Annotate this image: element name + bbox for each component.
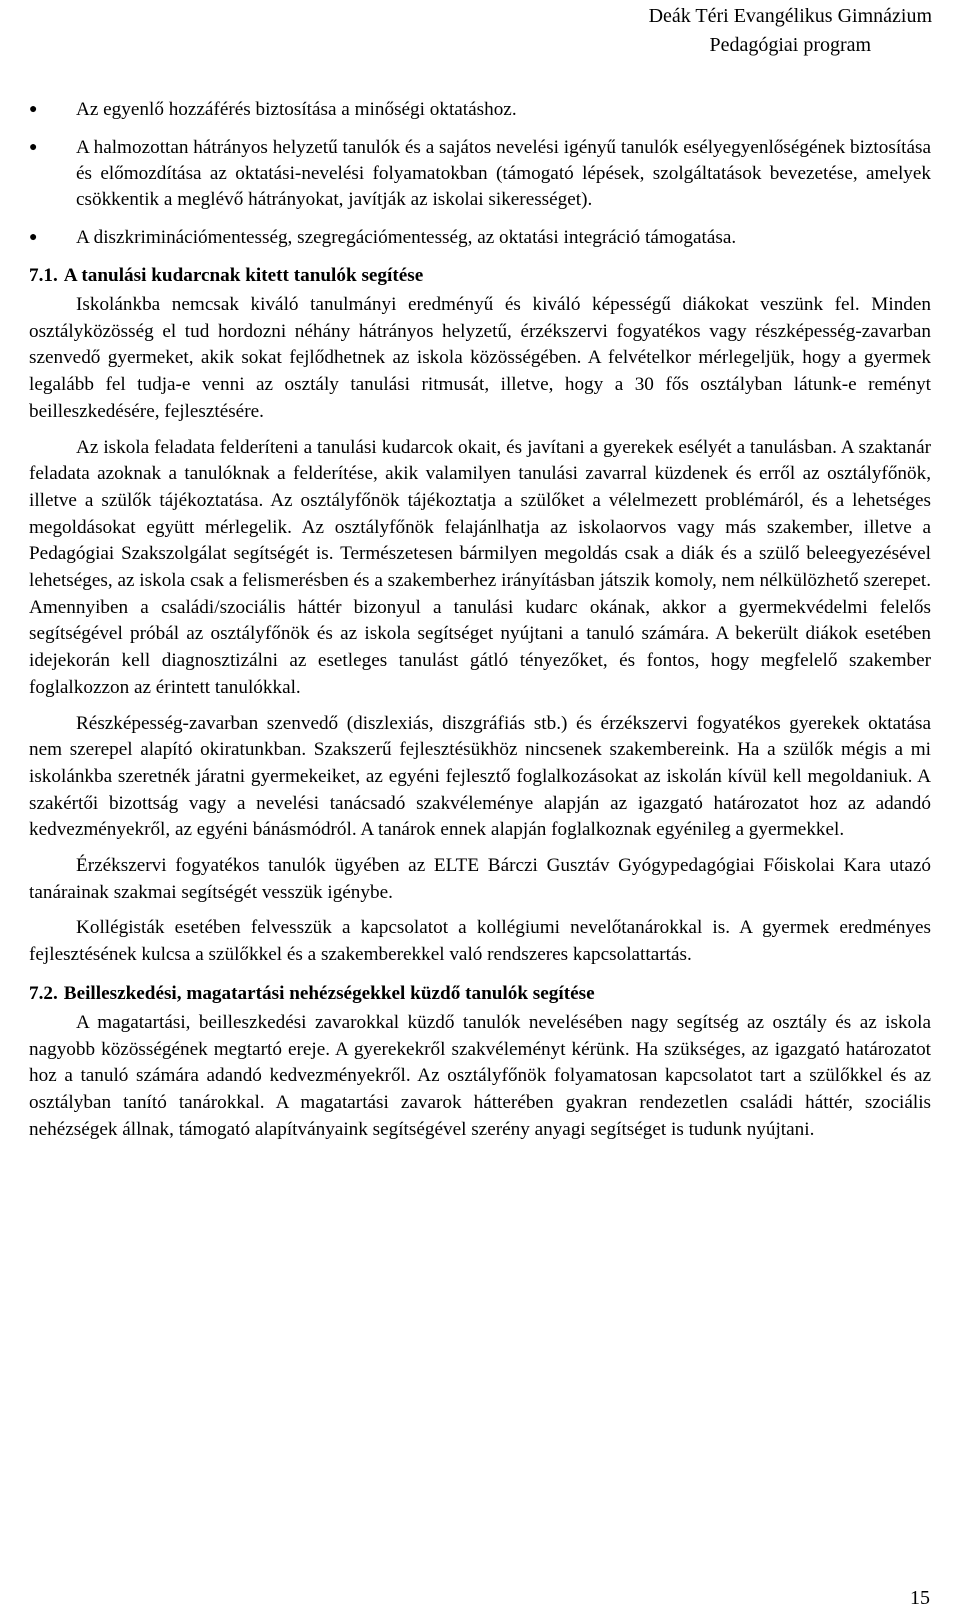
section-heading [29,263,931,289]
bullet-icon: ● [29,140,38,155]
bullet-text: Az egyenlő hozzáférés biztosítása a minőségi oktatáshoz. [76,99,517,120]
bullet-list [29,97,931,251]
bullet-item [29,225,931,251]
bullet-item [29,97,931,123]
page-number: 15 [910,1587,930,1609]
paragraph: A magatartási, beilleszkedési zavarokkal küzdő tanulók nevelésében nagy segítség az osztály és az iskola nagyobb közösségének megtartó ereje. A gyerekekről szakvéleményt kérünk. Ha szükséges, az igazgató határozatot hoz a tanuló számára adandó kedvezményekről. Az osztályfőnök folyamatosan kapcsolatot tart a szülőkkel és az osztályban tanító tanárokkal. A magatartási zavarok hátterében gyakran rendezetlen családi háttér, szociális nehézségek állnak, támogató alapítványaink segítségével szerény anyagi segítséget is tudunk nyújtani. [29,1011,931,1140]
section-title: A tanulási kudarcnak kitett tanulók segítése [63,265,424,286]
bullet-icon: ● [29,230,38,245]
bullet-item [29,135,931,213]
paragraph: Részképesség-zavarban szenvedő (diszlexiás, diszgráfiás stb.) és érzékszervi fogyatékos gyerekek oktatása nem szerepel alapító okiratunkban. Szakszerű fejlesztésükhöz nincsenek szakembereink. Ha a szülők mégis a mi iskolánkba szeretnék járatni gyermekeiket, az egyéni fejlesztő foglalkozásokat az iskolán kívül kell megoldaniuk. A szakértői bizottság vagy a nevelési tanácsadó szakvéleménye alapján az igazgató határozatot hoz az adandó kedvezményekről, az egyéni bánásmódról. A tanárok ennek alapján foglalkoznak egyénileg a gyermekkel. [29,712,931,841]
paragraph: Kollégisták esetében felvesszük a kapcsolatot a kollégiumi nevelőtanárokkal is. A gyermek eredményes fejlesztésének kulcsa a szülőkkel és a szakemberekkel való rendszeres kapcsolattartás. [29,917,931,966]
bullet-text: A halmozottan hátrányos helyzetű tanulók és a sajátos nevelési igényű tanulók esélyegyenlőségének biztosítása és előmozdítása az oktatási-nevelési folyamatokban (támogató lépések, szolgáltatások bevezetése, amelyek csökkentik a meglévő hátrányokat, javítják az iskolai sikerességet). [76,137,931,210]
paragraph: Iskolánkba nemcsak kiváló tanulmányi eredményű és kiváló képességű diákokat veszünk fel. Minden osztályközösség el tud hordozni néhány hátrányos helyzetű, érzékszervi fogyatékos vagy részképesség-zavarban szenvedő gyermeket, akik sokat fejlődhetnek az iskola közösségében. A felvételkor mérlegeljük, hogy a gyermek legalább fel tudja-e venni az osztály tanulási ritmusát, illetve, hogy a 30 fős osztályban látunk-e reményt beilleszkedésére, fejlesztésére. [29,294,931,422]
page-content [29,97,931,1152]
header-document-title: Pedagógiai program [709,34,872,56]
bullet-text: A diszkriminációmentesség, szegregációmentesség, az oktatási integráció támogatása. [76,227,737,248]
section-heading [29,981,931,1007]
paragraph: Érzékszervi fogyatékos tanulók ügyében az ELTE Bárczi Gusztáv Gyógypedagógiai Főiskolai Kara utazó tanárainak szakmai segítségét vesszük igénybe. [29,855,931,903]
paragraph: Az iskola feladata felderíteni a tanulási kudarcok okait, és javítani a gyerekek esélyét a tanulásban. A szaktanár feladata azoknak a tanulóknak a felderítése, akik valamilyen tanulási zavarral küzdenek és erről az osztályfőnök, illetve a szülők tájékoztatása. Az osztályfőnök tájékoztatja a szülőket a vélelmezett problémáról, és a lehetséges megoldásokat együtt mérlegelik. Az osztályfőnök felajánlhatja az iskolaorvos vagy más szakember, illetve a Pedagógiai Szakszolgálat segítségét is. Természetesen bármilyen megoldás csak a diák és a szülő beleegyezésével lehetséges, az iskola csak a felismerésben és a szakemberhez irányításban játszik komoly, nem nélkülözhető szerepet. Amennyiben a családi/szociális háttér bizonyul a tanulási kudarc okának, akkor a gyermekvédelmi felelős segítségével próbál az osztályfőnök és az iskola segítséget nyújtani a tanuló számára. A bekerült diákok esetében idejekorán kell diagnosztizálni az esetleges tanulást gátló tényezőket, és fontos, hogy megfelelő szakember foglalkozzon az érintett tanulókkal. [29,436,931,698]
section-number: 7.1. [29,265,58,286]
section-number: 7.2. [29,982,58,1004]
section-title: Beilleszkedési, magatartási nehézségekkel küzdő tanulók segítése [63,982,595,1004]
page-header [649,2,932,60]
header-school-name: Deák Téri Evangélikus Gimnázium [648,5,932,27]
bullet-icon: ● [29,102,38,117]
